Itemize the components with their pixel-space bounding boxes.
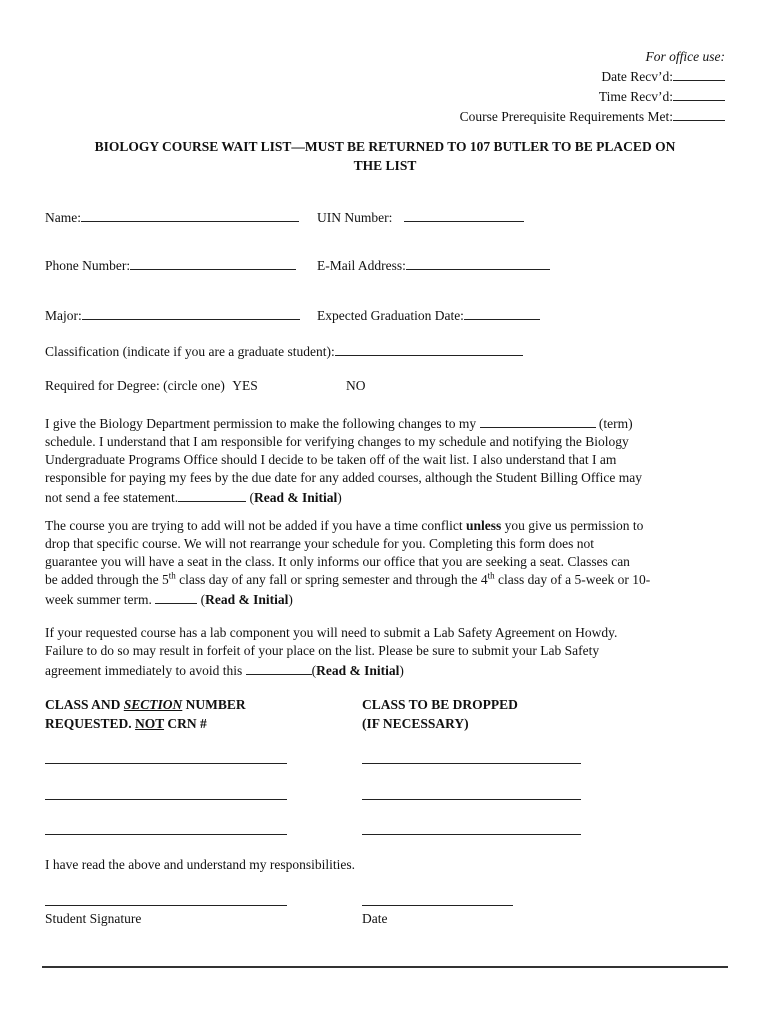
- classification-row: [45, 341, 523, 361]
- p1-line1: I give the Biology Department permission to make the following changes to my: [45, 416, 477, 431]
- p3-line3: agreement immediately to avoid this: [45, 663, 243, 678]
- read-initial-1: Read & Initial: [253, 490, 338, 505]
- p3-line1: If your requested course has a lab component you will need to submit a Lab Safety Agreement on Howdy.: [45, 625, 618, 640]
- term-label: (term): [598, 416, 633, 431]
- col-left-2a: REQUESTED.: [45, 716, 132, 731]
- no-option[interactable]: NO: [346, 378, 366, 393]
- classification-label: Classification (indicate if you are a graduate student):: [45, 344, 335, 359]
- p1-line2: schedule. I understand that I am responsible for verifying changes to my schedule and notifying the Biology: [45, 434, 629, 449]
- email-field[interactable]: [406, 255, 550, 270]
- major-label: Major:: [45, 308, 82, 323]
- student-signature-label: Student Signature: [45, 911, 142, 926]
- p1-line4: responsible for paying my fees by the due date for any added courses, although the Student Billing Office may: [45, 470, 642, 485]
- p2-line3: guarantee you will have a seat in the class. It only informs our office that you are seeking a seat. Classes can: [45, 554, 630, 569]
- col-left-1a: CLASS AND: [45, 697, 121, 712]
- office-use-heading: For office use:: [645, 49, 725, 64]
- class-requested-line-2[interactable]: [45, 799, 287, 800]
- time-recvd-field[interactable]: [673, 86, 725, 101]
- uin-label: UIN Number:: [317, 210, 393, 225]
- class-dropped-line-1[interactable]: [362, 763, 581, 764]
- acknowledgement-text: I have read the above and understand my responsibilities.: [45, 857, 356, 872]
- col-left-not: NOT: [135, 716, 165, 731]
- date-signature-line[interactable]: [362, 905, 513, 906]
- p2-line4b: class day of any fall or spring semester and through the 4: [179, 572, 488, 587]
- read-initial-3: Read & Initial: [316, 663, 400, 678]
- lab-safety-paragraph: If your requested course has a lab component you will need to submit a Lab Safety Agreement on Howdy. Failure to do so may result in forfeit of your place on the list. Please be sure to submit your Lab Safety agreement immediately to avoid this (Read & Initial): [45, 624, 725, 680]
- p2-line5: week summer term.: [45, 592, 152, 607]
- name-label: Name:: [45, 210, 81, 225]
- class-dropped-line-2[interactable]: [362, 799, 581, 800]
- p1-line3: Undergraduate Programs Office should I decide to be taken off of the wait list. I also understand that I am: [45, 452, 617, 467]
- grad-date-label: Expected Graduation Date:: [317, 308, 464, 323]
- form-title-line1: BIOLOGY COURSE WAIT LIST—MUST BE RETURNED TO 107 BUTLER TO BE PLACED ON: [94, 139, 676, 154]
- p2-line2: drop that specific course. We will not rearrange your schedule for you. Completing this form does not: [45, 536, 595, 551]
- uin-field[interactable]: [404, 207, 524, 222]
- p2-line1b: you give us permission to: [504, 518, 644, 533]
- initial-field-2[interactable]: [155, 589, 197, 604]
- phone-row: [45, 255, 296, 275]
- footer-divider: [42, 966, 728, 968]
- p2-line4a: be added through the 5: [45, 572, 169, 587]
- required-row: [45, 377, 258, 395]
- p3-line2: Failure to do so may result in forfeit of your place on the list. Please be sure to submit your Lab Safety: [45, 643, 600, 658]
- phone-label: Phone Number:: [45, 258, 131, 273]
- email-label: E-Mail Address:: [317, 258, 406, 273]
- classification-field[interactable]: [335, 341, 523, 356]
- col-right-1: CLASS TO BE DROPPED: [362, 697, 518, 712]
- name-row: [45, 207, 299, 227]
- conflict-paragraph: The course you are trying to add will not be added if you have a time conflict unless you give us permission to drop that specific course. We will not rearrange your schedule for you. Completing this form does not guarantee you will have a seat in the class. It only informs our office that you are seeking a seat. Classes can be added through the 5th class day of any fall or spring semester and through the 4th class day of a 5-week or 10- week summer term. (Read & Initial): [45, 517, 725, 609]
- read-initial-2: Read & Initial: [205, 592, 289, 607]
- email-row: [317, 255, 550, 275]
- yes-option[interactable]: YES: [232, 378, 258, 393]
- form-title: [40, 137, 730, 175]
- p2-line4c: class day of a 5-week or 10-: [498, 572, 651, 587]
- prereq-met-label: Course Prerequisite Requirements Met:: [459, 109, 673, 124]
- uin-row: [317, 207, 524, 227]
- major-field[interactable]: [82, 305, 300, 320]
- col-left-2b: CRN #: [167, 716, 207, 731]
- class-dropped-line-3[interactable]: [362, 834, 581, 835]
- required-label: Required for Degree: (circle one): [45, 378, 225, 393]
- date-label: Date: [362, 911, 388, 926]
- office-use-block: [460, 47, 725, 126]
- date-recvd-label: Date Recv’d:: [601, 69, 673, 84]
- p2-sup-1: th: [168, 570, 176, 581]
- grad-date-row: [317, 305, 540, 325]
- name-field[interactable]: [81, 207, 299, 222]
- initial-field-1[interactable]: [178, 487, 246, 502]
- prereq-met-field[interactable]: [673, 106, 725, 121]
- class-requested-line-1[interactable]: [45, 763, 287, 764]
- grad-date-field[interactable]: [464, 305, 540, 320]
- class-requested-header: [45, 695, 246, 733]
- form-title-line2: THE LIST: [353, 158, 417, 173]
- major-row: [45, 305, 300, 325]
- p2-unless: unless: [466, 518, 502, 533]
- p2-line1a: The course you are trying to add will not be added if you have a time conflict: [45, 518, 463, 533]
- p2-sup-2: th: [487, 570, 495, 581]
- class-requested-line-3[interactable]: [45, 834, 287, 835]
- time-recvd-label: Time Recv’d:: [598, 89, 673, 104]
- initial-field-3[interactable]: [246, 660, 312, 675]
- p1-line5: not send a fee statement.: [45, 490, 179, 505]
- phone-field[interactable]: [130, 255, 296, 270]
- class-dropped-header: [362, 695, 518, 733]
- student-signature-line[interactable]: [45, 905, 287, 906]
- col-right-2: (IF NECESSARY): [362, 716, 469, 731]
- term-field[interactable]: [480, 413, 596, 428]
- col-left-1b: NUMBER: [185, 697, 246, 712]
- date-recvd-field[interactable]: [673, 66, 725, 81]
- col-left-section: SECTION: [123, 697, 183, 712]
- permission-paragraph: I give the Biology Department permission to make the following changes to my (term) schedule. I understand that I am responsible for verifying changes to my schedule and notifying the Biology Undergraduate Programs Office should I decide to be taken off of the wait list. I also understand that I am responsible for paying my fees by the due date for any added courses, although the Student Billing Office may not send a fee statement. (Read & Initial): [45, 413, 725, 507]
